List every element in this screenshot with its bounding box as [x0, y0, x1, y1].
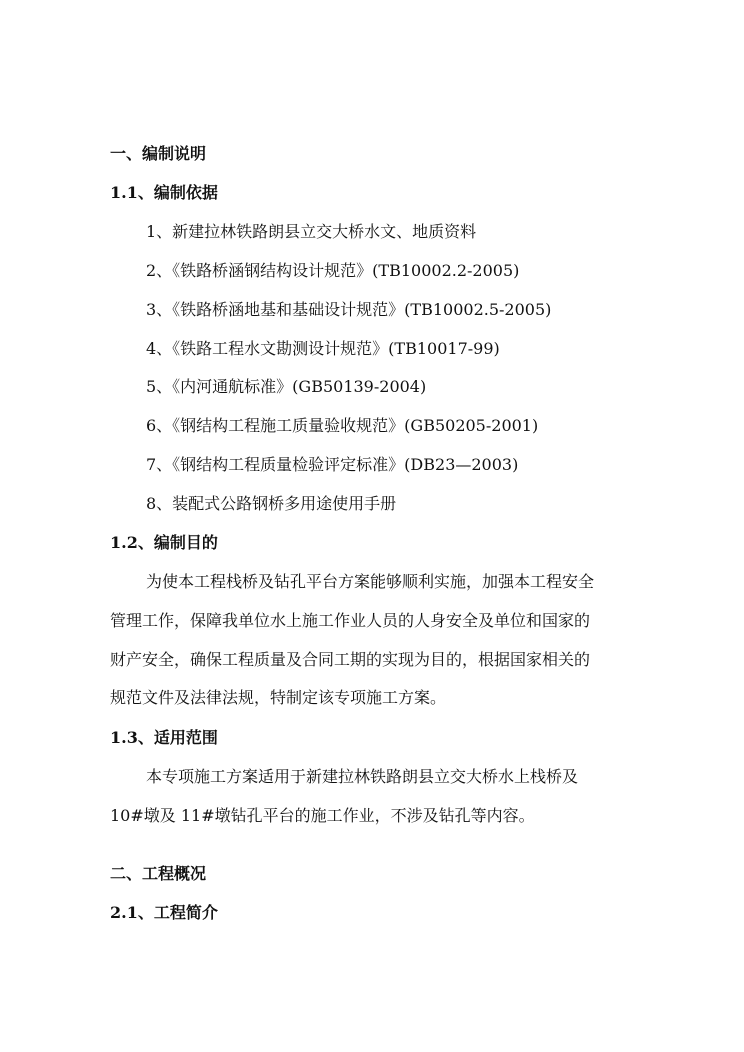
subsection-heading: 1.2、编制目的 [110, 533, 218, 552]
section-heading: 一、编制说明 [110, 144, 207, 163]
list-item: 4、《铁路工程水文勘测设计规范》(TB10017-99) [146, 339, 500, 358]
list-item: 2、《铁路桥涵钢结构设计规范》(TB10002.2-2005) [146, 261, 520, 280]
list-item: 6、《钢结构工程施工质量验收规范》(GB50205-2001) [146, 416, 539, 435]
list-item: 7、《钢结构工程质量检验评定标准》(DB23—2003) [146, 455, 519, 474]
subsection-heading: 1.3、适用范围 [110, 728, 218, 747]
list-item: 8、装配式公路钢桥多用途使用手册 [146, 494, 397, 513]
subsection-heading: 2.1、工程简介 [110, 903, 218, 922]
list-item: 1、新建拉林铁路朗县立交大桥水文、地质资料 [146, 222, 477, 241]
subsection-heading: 1.1、编制依据 [110, 183, 218, 202]
paragraph-line: 10#墩及 11#墩钻孔平台的施工作业，不涉及钻孔等内容。 [110, 806, 535, 825]
paragraph-line: 管理工作，保障我单位水上施工作业人员的人身安全及单位和国家的 [110, 611, 591, 630]
paragraph-line: 财产安全，确保工程质量及合同工期的实现为目的，根据国家相关的 [110, 650, 591, 669]
list-item: 5、《内河通航标准》(GB50139-2004) [146, 377, 427, 396]
section-heading: 二、工程概况 [110, 864, 207, 883]
paragraph-line: 为使本工程栈桥及钻孔平台方案能够顺利实施，加强本工程安全 [146, 572, 595, 591]
paragraph-line: 规范文件及法律法规，特制定该专项施工方案。 [110, 688, 447, 707]
list-item: 3、《铁路桥涵地基和基础设计规范》(TB10002.5-2005) [146, 300, 552, 319]
paragraph-line: 本专项施工方案适用于新建拉林铁路朗县立交大桥水上栈桥及 [146, 767, 579, 786]
